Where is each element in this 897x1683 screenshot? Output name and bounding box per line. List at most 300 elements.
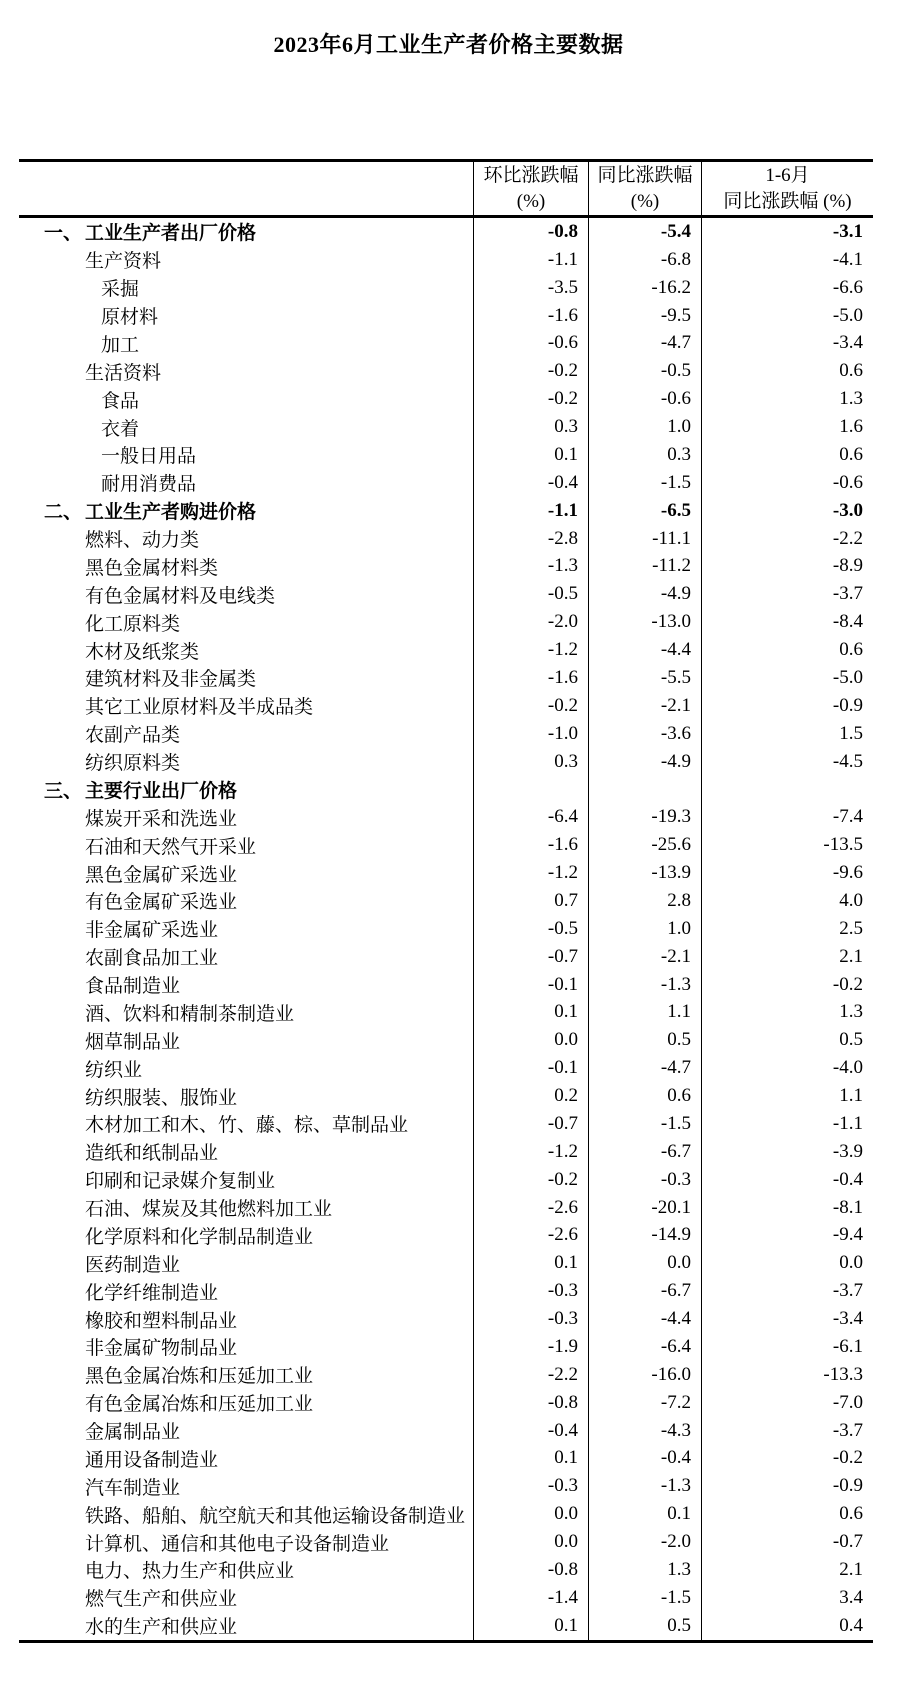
row-label-text: 医药制造业 xyxy=(85,1254,181,1276)
row-mom-value: 0.1 xyxy=(473,1249,588,1277)
row-ytd-value: -13.3 xyxy=(701,1361,873,1389)
table-row xyxy=(19,218,873,246)
row-ytd-value: -9.6 xyxy=(701,859,873,887)
row-label xyxy=(19,1249,473,1277)
row-yoy-value: -9.5 xyxy=(588,302,701,330)
row-label-text: 农副产品类 xyxy=(85,725,181,747)
row-label xyxy=(19,971,473,999)
row-ytd-value: 1.3 xyxy=(701,999,873,1027)
row-mom-value: -3.5 xyxy=(473,274,588,302)
row-label-text: 铁路、船舶、航空航天和其他运输设备制造业 xyxy=(85,1505,466,1527)
row-label xyxy=(19,1054,473,1082)
row-mom-value: -6.4 xyxy=(473,803,588,831)
row-label xyxy=(19,218,473,246)
row-label-text: 造纸和纸制品业 xyxy=(85,1143,219,1165)
row-section-prefix: 二、 xyxy=(44,502,83,524)
row-label xyxy=(19,636,473,664)
row-yoy-value: -1.5 xyxy=(588,1110,701,1138)
page-title: 2023年6月工业生产者价格主要数据 xyxy=(273,32,624,57)
row-mom-value: 0.0 xyxy=(473,1528,588,1556)
row-yoy-value: -6.4 xyxy=(588,1333,701,1361)
row-mom-value: 0.3 xyxy=(473,413,588,441)
row-ytd-value: 0.6 xyxy=(701,636,873,664)
table-row xyxy=(19,971,873,999)
row-mom-value: -0.7 xyxy=(473,943,588,971)
table-row xyxy=(19,1472,873,1500)
row-yoy-value: -2.0 xyxy=(588,1528,701,1556)
table-row xyxy=(19,1556,873,1584)
row-yoy-value: -20.1 xyxy=(588,1194,701,1222)
header-yoy-line2: (%) xyxy=(630,190,660,212)
table-row xyxy=(19,525,873,553)
row-mom-value: -0.5 xyxy=(473,915,588,943)
row-label-text: 耐用消费品 xyxy=(101,474,197,496)
header-ytd-line2: 同比涨跌幅 (%) xyxy=(723,190,852,212)
table-row xyxy=(19,803,873,831)
table-row xyxy=(19,441,873,469)
row-label-text: 工业生产者出厂价格 xyxy=(85,223,257,245)
row-label xyxy=(19,1417,473,1445)
row-mom-value: 0.1 xyxy=(473,1445,588,1473)
header-mom-cell xyxy=(473,162,588,215)
row-ytd-value: -8.4 xyxy=(701,608,873,636)
table-row xyxy=(19,1166,873,1194)
header-indicator-cell xyxy=(19,162,473,215)
row-ytd-value: 1.1 xyxy=(701,1082,873,1110)
row-label xyxy=(19,1194,473,1222)
row-yoy-value: -13.9 xyxy=(588,859,701,887)
row-ytd-value: -3.7 xyxy=(701,1277,873,1305)
row-ytd-value: -13.5 xyxy=(701,831,873,859)
row-label-text: 石油、煤炭及其他燃料加工业 xyxy=(85,1199,333,1221)
row-ytd-value: 0.6 xyxy=(701,357,873,385)
row-label-text: 非金属矿采选业 xyxy=(85,920,219,942)
row-label xyxy=(19,1277,473,1305)
row-label-text: 纺织服装、服饰业 xyxy=(85,1087,238,1109)
row-label xyxy=(19,1333,473,1361)
row-label xyxy=(19,1082,473,1110)
row-ytd-value: -7.0 xyxy=(701,1389,873,1417)
row-mom-value: -1.6 xyxy=(473,831,588,859)
row-label xyxy=(19,1584,473,1612)
table-row xyxy=(19,1584,873,1612)
row-mom-value: 0.1 xyxy=(473,441,588,469)
row-ytd-value: -5.0 xyxy=(701,664,873,692)
table-row xyxy=(19,664,873,692)
row-ytd-value: 0.6 xyxy=(701,441,873,469)
row-label xyxy=(19,274,473,302)
row-label xyxy=(19,1389,473,1417)
row-label xyxy=(19,246,473,274)
row-mom-value: -0.8 xyxy=(473,1389,588,1417)
row-mom-value: -0.2 xyxy=(473,385,588,413)
row-yoy-value: -4.9 xyxy=(588,748,701,776)
row-label-text: 化学原料和化学制品制造业 xyxy=(85,1226,314,1248)
row-mom-value: -2.6 xyxy=(473,1194,588,1222)
row-label-text: 食品制造业 xyxy=(85,976,181,998)
row-label-text: 黑色金属冶炼和压延加工业 xyxy=(85,1366,314,1388)
row-section-prefix: 三、 xyxy=(44,780,83,802)
row-ytd-value: -4.0 xyxy=(701,1054,873,1082)
row-mom-value: 0.0 xyxy=(473,1026,588,1054)
row-label xyxy=(19,1138,473,1166)
row-mom-value: -2.2 xyxy=(473,1361,588,1389)
table-row xyxy=(19,357,873,385)
row-yoy-value: -2.1 xyxy=(588,692,701,720)
table-row xyxy=(19,1612,873,1640)
row-label xyxy=(19,664,473,692)
table-row xyxy=(19,1026,873,1054)
row-yoy-value: -5.4 xyxy=(588,218,701,246)
row-ytd-value: -8.9 xyxy=(701,553,873,581)
row-ytd-value: -7.4 xyxy=(701,803,873,831)
row-yoy-value: -2.1 xyxy=(588,943,701,971)
row-label xyxy=(19,831,473,859)
row-ytd-value: 3.4 xyxy=(701,1584,873,1612)
table-row xyxy=(19,1222,873,1250)
row-label-text: 印刷和记录媒介复制业 xyxy=(85,1171,276,1193)
row-mom-value: -0.8 xyxy=(473,218,588,246)
row-ytd-value xyxy=(701,776,873,804)
header-ytd-line1: 1-6月 xyxy=(765,164,810,186)
row-mom-value: -2.8 xyxy=(473,525,588,553)
row-ytd-value: -9.4 xyxy=(701,1222,873,1250)
table-row xyxy=(19,608,873,636)
row-label-text: 加工 xyxy=(101,334,140,356)
row-label xyxy=(19,553,473,581)
row-yoy-value: -19.3 xyxy=(588,803,701,831)
table-row xyxy=(19,887,873,915)
table-row xyxy=(19,413,873,441)
row-label-text: 木材及纸浆类 xyxy=(85,641,200,663)
row-yoy-value: 1.3 xyxy=(588,1556,701,1584)
row-label xyxy=(19,1166,473,1194)
row-label xyxy=(19,1612,473,1640)
row-mom-value xyxy=(473,776,588,804)
row-label-text: 酒、饮料和精制茶制造业 xyxy=(85,1003,295,1025)
row-label xyxy=(19,330,473,358)
row-label xyxy=(19,441,473,469)
table-row xyxy=(19,553,873,581)
row-mom-value: -1.3 xyxy=(473,553,588,581)
header-mom-line2: (%) xyxy=(516,190,546,212)
row-mom-value: -1.1 xyxy=(473,497,588,525)
table-row xyxy=(19,692,873,720)
table-row xyxy=(19,776,873,804)
row-yoy-value: -6.5 xyxy=(588,497,701,525)
row-label xyxy=(19,1500,473,1528)
row-yoy-value: -1.3 xyxy=(588,1472,701,1500)
row-yoy-value: -0.4 xyxy=(588,1445,701,1473)
row-yoy-value: 2.8 xyxy=(588,887,701,915)
row-label xyxy=(19,776,473,804)
row-yoy-value: 0.0 xyxy=(588,1249,701,1277)
row-ytd-value: -6.1 xyxy=(701,1333,873,1361)
row-mom-value: -1.9 xyxy=(473,1333,588,1361)
row-mom-value: -0.5 xyxy=(473,580,588,608)
row-yoy-value: -4.3 xyxy=(588,1417,701,1445)
row-label-text: 汽车制造业 xyxy=(85,1477,181,1499)
row-ytd-value: -3.7 xyxy=(701,580,873,608)
row-ytd-value: -3.0 xyxy=(701,497,873,525)
row-yoy-value: 1.1 xyxy=(588,999,701,1027)
row-label-text: 原材料 xyxy=(101,307,159,329)
table-row xyxy=(19,1305,873,1333)
row-label-text: 生产资料 xyxy=(85,251,162,273)
table-row xyxy=(19,1277,873,1305)
row-yoy-value: -6.7 xyxy=(588,1277,701,1305)
row-yoy-value xyxy=(588,776,701,804)
row-label-text: 化工原料类 xyxy=(85,613,181,635)
row-yoy-value: -13.0 xyxy=(588,608,701,636)
row-yoy-value: 0.6 xyxy=(588,1082,701,1110)
row-ytd-value: -3.4 xyxy=(701,330,873,358)
table-row xyxy=(19,1194,873,1222)
row-mom-value: -0.8 xyxy=(473,1556,588,1584)
row-yoy-value: -4.7 xyxy=(588,330,701,358)
row-yoy-value: -4.4 xyxy=(588,636,701,664)
row-ytd-value: 4.0 xyxy=(701,887,873,915)
row-label xyxy=(19,1222,473,1250)
row-yoy-value: 1.0 xyxy=(588,915,701,943)
row-label xyxy=(19,302,473,330)
row-yoy-value: -4.4 xyxy=(588,1305,701,1333)
row-mom-value: -0.3 xyxy=(473,1277,588,1305)
table-row xyxy=(19,302,873,330)
row-mom-value: -0.2 xyxy=(473,357,588,385)
row-ytd-value: -2.2 xyxy=(701,525,873,553)
row-label xyxy=(19,748,473,776)
row-yoy-value: 0.1 xyxy=(588,1500,701,1528)
row-mom-value: -1.6 xyxy=(473,302,588,330)
row-label-text: 化学纤维制造业 xyxy=(85,1282,219,1304)
row-label-text: 有色金属冶炼和压延加工业 xyxy=(85,1394,314,1416)
table-row xyxy=(19,1417,873,1445)
row-section-prefix: 一、 xyxy=(44,223,83,245)
row-label-text: 烟草制品业 xyxy=(85,1031,181,1053)
row-label xyxy=(19,1361,473,1389)
row-yoy-value: -0.3 xyxy=(588,1166,701,1194)
row-label xyxy=(19,357,473,385)
row-label xyxy=(19,915,473,943)
row-label xyxy=(19,497,473,525)
row-mom-value: 0.2 xyxy=(473,1082,588,1110)
row-mom-value: -1.2 xyxy=(473,859,588,887)
row-label-text: 衣着 xyxy=(101,418,140,440)
row-label-text: 燃气生产和供应业 xyxy=(85,1589,238,1611)
table-row xyxy=(19,580,873,608)
row-mom-value: -1.1 xyxy=(473,246,588,274)
row-mom-value: -0.4 xyxy=(473,1417,588,1445)
table-row xyxy=(19,497,873,525)
row-ytd-value: 2.5 xyxy=(701,915,873,943)
row-ytd-value: -0.2 xyxy=(701,971,873,999)
row-label-text: 煤炭开采和洗选业 xyxy=(85,808,238,830)
row-yoy-value: -16.2 xyxy=(588,274,701,302)
table-row xyxy=(19,330,873,358)
table-row xyxy=(19,385,873,413)
row-label-text: 非金属矿物制品业 xyxy=(85,1338,238,1360)
table-row xyxy=(19,859,873,887)
row-label-text: 采掘 xyxy=(101,279,140,301)
row-label-text: 纺织业 xyxy=(85,1059,143,1081)
table-row xyxy=(19,831,873,859)
row-label-text: 黑色金属材料类 xyxy=(85,557,219,579)
row-mom-value: -0.4 xyxy=(473,469,588,497)
row-ytd-value: -0.6 xyxy=(701,469,873,497)
row-label-text: 纺织原料类 xyxy=(85,753,181,775)
row-label-text: 金属制品业 xyxy=(85,1422,181,1444)
row-label-text: 建筑材料及非金属类 xyxy=(85,669,257,691)
row-mom-value: -0.3 xyxy=(473,1472,588,1500)
table-row xyxy=(19,1110,873,1138)
row-label xyxy=(19,580,473,608)
row-yoy-value: -1.3 xyxy=(588,971,701,999)
row-ytd-value: -6.6 xyxy=(701,274,873,302)
row-label xyxy=(19,1528,473,1556)
row-label xyxy=(19,1472,473,1500)
row-label xyxy=(19,1556,473,1584)
row-label xyxy=(19,1110,473,1138)
table-row xyxy=(19,1082,873,1110)
ppi-data-table xyxy=(19,159,873,1643)
row-label xyxy=(19,1445,473,1473)
row-yoy-value: -3.6 xyxy=(588,720,701,748)
table-row xyxy=(19,915,873,943)
row-yoy-value: -1.5 xyxy=(588,469,701,497)
row-yoy-value: -5.5 xyxy=(588,664,701,692)
row-label xyxy=(19,1305,473,1333)
row-label-text: 计算机、通信和其他电子设备制造业 xyxy=(85,1533,390,1555)
table-body xyxy=(19,218,873,1643)
row-ytd-value: -0.9 xyxy=(701,1472,873,1500)
row-yoy-value: -4.7 xyxy=(588,1054,701,1082)
row-label xyxy=(19,525,473,553)
row-label-text: 工业生产者购进价格 xyxy=(85,502,257,524)
table-row xyxy=(19,1249,873,1277)
row-yoy-value: -6.7 xyxy=(588,1138,701,1166)
row-mom-value: -1.2 xyxy=(473,636,588,664)
row-label-text: 有色金属材料及电线类 xyxy=(85,585,276,607)
row-mom-value: -2.6 xyxy=(473,1222,588,1250)
row-mom-value: -0.1 xyxy=(473,971,588,999)
row-ytd-value: -0.4 xyxy=(701,1166,873,1194)
table-row xyxy=(19,1138,873,1166)
table-row xyxy=(19,636,873,664)
row-label xyxy=(19,859,473,887)
row-label xyxy=(19,413,473,441)
table-row xyxy=(19,1389,873,1417)
row-label xyxy=(19,692,473,720)
header-ytd-cell xyxy=(701,162,873,215)
row-mom-value: -0.3 xyxy=(473,1305,588,1333)
row-ytd-value: 1.3 xyxy=(701,385,873,413)
row-ytd-value: -0.2 xyxy=(701,1445,873,1473)
table-row xyxy=(19,1500,873,1528)
row-label xyxy=(19,385,473,413)
table-row xyxy=(19,748,873,776)
row-yoy-value: -14.9 xyxy=(588,1222,701,1250)
row-ytd-value: -4.5 xyxy=(701,748,873,776)
row-mom-value: -1.0 xyxy=(473,720,588,748)
row-mom-value: -0.7 xyxy=(473,1110,588,1138)
table-row xyxy=(19,1528,873,1556)
row-ytd-value: 2.1 xyxy=(701,943,873,971)
row-yoy-value: -4.9 xyxy=(588,580,701,608)
row-label-text: 黑色金属矿采选业 xyxy=(85,864,238,886)
row-mom-value: 0.1 xyxy=(473,1612,588,1640)
row-mom-value: 0.0 xyxy=(473,1500,588,1528)
row-yoy-value: 0.3 xyxy=(588,441,701,469)
row-ytd-value: 0.0 xyxy=(701,1249,873,1277)
row-label-text: 水的生产和供应业 xyxy=(85,1617,238,1639)
row-label-text: 通用设备制造业 xyxy=(85,1449,219,1471)
row-mom-value: 0.3 xyxy=(473,748,588,776)
row-mom-value: -0.2 xyxy=(473,692,588,720)
row-ytd-value: 0.6 xyxy=(701,1500,873,1528)
row-mom-value: -0.6 xyxy=(473,330,588,358)
row-ytd-value: 0.4 xyxy=(701,1612,873,1640)
row-yoy-value: 1.0 xyxy=(588,413,701,441)
table-row xyxy=(19,246,873,274)
row-mom-value: -1.4 xyxy=(473,1584,588,1612)
row-label-text: 其它工业原材料及半成品类 xyxy=(85,697,314,719)
row-label xyxy=(19,720,473,748)
row-ytd-value: -3.4 xyxy=(701,1305,873,1333)
table-row xyxy=(19,1054,873,1082)
row-ytd-value: 2.1 xyxy=(701,1556,873,1584)
header-yoy-cell xyxy=(588,162,701,215)
row-ytd-value: -3.9 xyxy=(701,1138,873,1166)
row-label xyxy=(19,803,473,831)
row-yoy-value: -16.0 xyxy=(588,1361,701,1389)
row-label-text: 食品 xyxy=(101,390,140,412)
row-mom-value: 0.1 xyxy=(473,999,588,1027)
header-yoy-line1: 同比涨跌幅 xyxy=(597,164,693,186)
row-yoy-value: -1.5 xyxy=(588,1584,701,1612)
row-mom-value: -0.1 xyxy=(473,1054,588,1082)
row-ytd-value: -0.7 xyxy=(701,1528,873,1556)
row-ytd-value: 0.5 xyxy=(701,1026,873,1054)
row-label xyxy=(19,887,473,915)
row-label xyxy=(19,469,473,497)
table-row xyxy=(19,1361,873,1389)
table-row xyxy=(19,943,873,971)
row-ytd-value: -8.1 xyxy=(701,1194,873,1222)
row-label xyxy=(19,608,473,636)
row-ytd-value: 1.5 xyxy=(701,720,873,748)
row-ytd-value: -0.9 xyxy=(701,692,873,720)
row-yoy-value: -0.5 xyxy=(588,357,701,385)
row-ytd-value: -1.1 xyxy=(701,1110,873,1138)
row-label-text: 橡胶和塑料制品业 xyxy=(85,1310,238,1332)
row-label xyxy=(19,1026,473,1054)
row-yoy-value: -11.1 xyxy=(588,525,701,553)
row-mom-value: -1.6 xyxy=(473,664,588,692)
table-row xyxy=(19,274,873,302)
row-yoy-value: -25.6 xyxy=(588,831,701,859)
row-ytd-value: -3.1 xyxy=(701,218,873,246)
row-yoy-value: -7.2 xyxy=(588,1389,701,1417)
row-label-text: 主要行业出厂价格 xyxy=(85,780,238,802)
row-label-text: 生活资料 xyxy=(85,362,162,384)
row-yoy-value: 0.5 xyxy=(588,1612,701,1640)
row-mom-value: -1.2 xyxy=(473,1138,588,1166)
row-mom-value: 0.7 xyxy=(473,887,588,915)
row-yoy-value: -11.2 xyxy=(588,553,701,581)
table-row xyxy=(19,469,873,497)
row-label-text: 石油和天然气开采业 xyxy=(85,836,257,858)
